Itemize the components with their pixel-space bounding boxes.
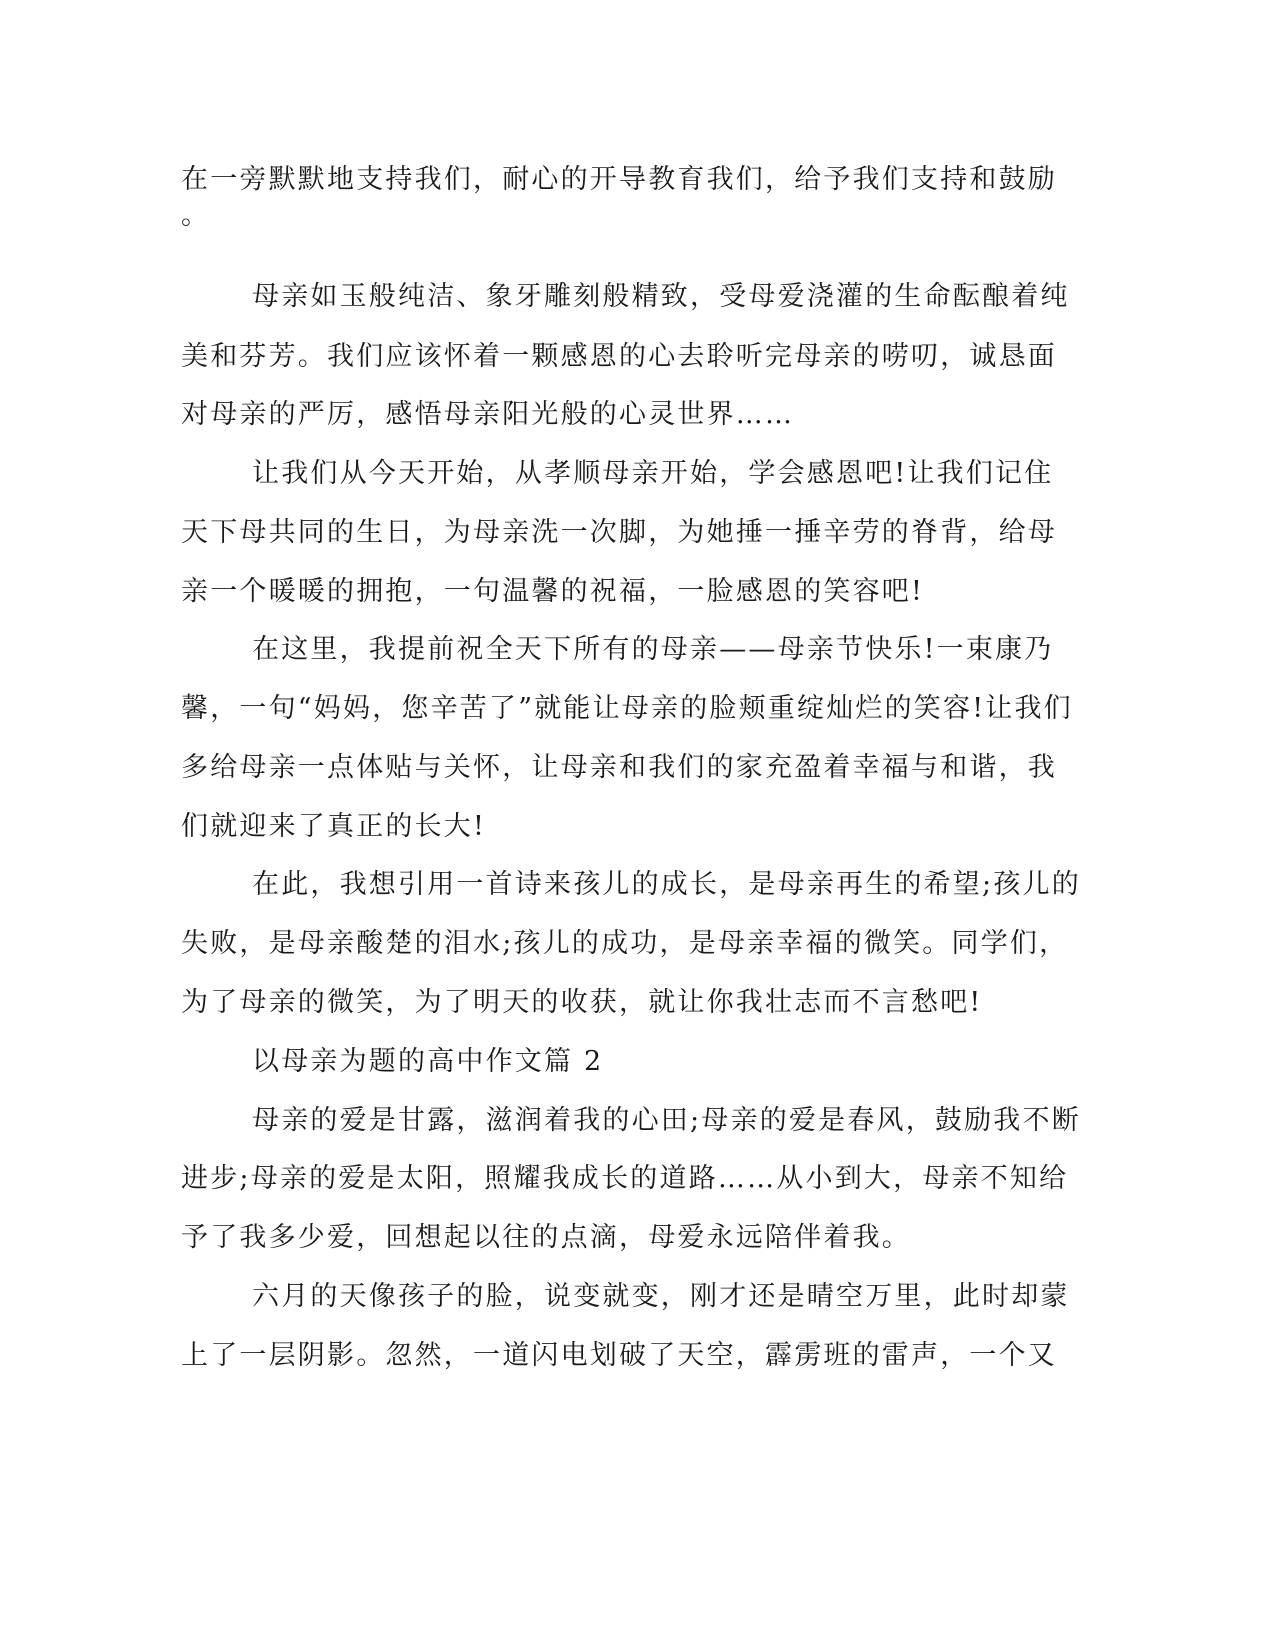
text-line: 在这里，我提前祝全天下所有的母亲——母亲节快乐!一束康乃: [252, 634, 1054, 665]
text-line: 馨，一句“妈妈，您辛苦了”就能让母亲的脸颊重绽灿烂的笑容!让我们: [181, 693, 1073, 724]
text-line: 在一旁默默地支持我们，耐心的开导教育我们，给予我们支持和鼓励: [181, 164, 1057, 195]
text-line: 进步;母亲的爱是太阳，照耀我成长的道路……从小到大，母亲不知给: [181, 1163, 1069, 1194]
text-line: 亲一个暖暖的拥抱，一句温馨的祝福，一脸感恩的笑容吧!: [181, 576, 925, 607]
text-line: 们就迎来了真正的长大!: [181, 811, 487, 842]
text-line: 为了母亲的微笑，为了明天的收获，就让你我壮志而不言愁吧!: [181, 987, 983, 1018]
text-line: 多给母亲一点体贴与关怀，让母亲和我们的家充盈着幸福与和谐，我: [181, 752, 1057, 783]
text-line: 母亲如玉般纯洁、象牙雕刻般精致，受母爱浇灌的生命酝酿着纯: [252, 281, 1070, 312]
text-line: 失败，是母亲酸楚的泪水;孩儿的成功，是母亲幸福的微笑。同学们，: [181, 928, 1069, 959]
text-line: 对母亲的严厉，感悟母亲阳光般的心灵世界……: [181, 399, 795, 430]
section-heading: 以母亲为题的高中作文篇 2: [252, 1046, 604, 1077]
text-line: 予了我多少爱，回想起以往的点滴，母爱永远陪伴着我。: [181, 1222, 911, 1253]
text-line: 让我们从今天开始，从孝顺母亲开始，学会感恩吧!让我们记住: [252, 458, 1054, 489]
text-line: 上了一层阴影。忽然，一道闪电划破了天空，霹雳班的雷声，一个又: [181, 1340, 1057, 1371]
text-line: 六月的天像孩子的脸，说变就变，刚才还是晴空万里，此时却蒙: [252, 1281, 1070, 1312]
text-line: 在此，我想引用一首诗来孩儿的成长，是母亲再生的希望;孩儿的: [252, 869, 1081, 900]
text-line: 。: [181, 200, 211, 231]
text-line: 母亲的爱是甘露，滋润着我的心田;母亲的爱是春风，鼓励我不断: [252, 1105, 1081, 1136]
text-line: 美和芬芳。我们应该怀着一颗感恩的心去聆听完母亲的唠叨，诚恳面: [181, 341, 1057, 372]
text-line: 天下母共同的生日，为母亲洗一次脚，为她捶一捶辛劳的脊背，给母: [181, 517, 1057, 548]
